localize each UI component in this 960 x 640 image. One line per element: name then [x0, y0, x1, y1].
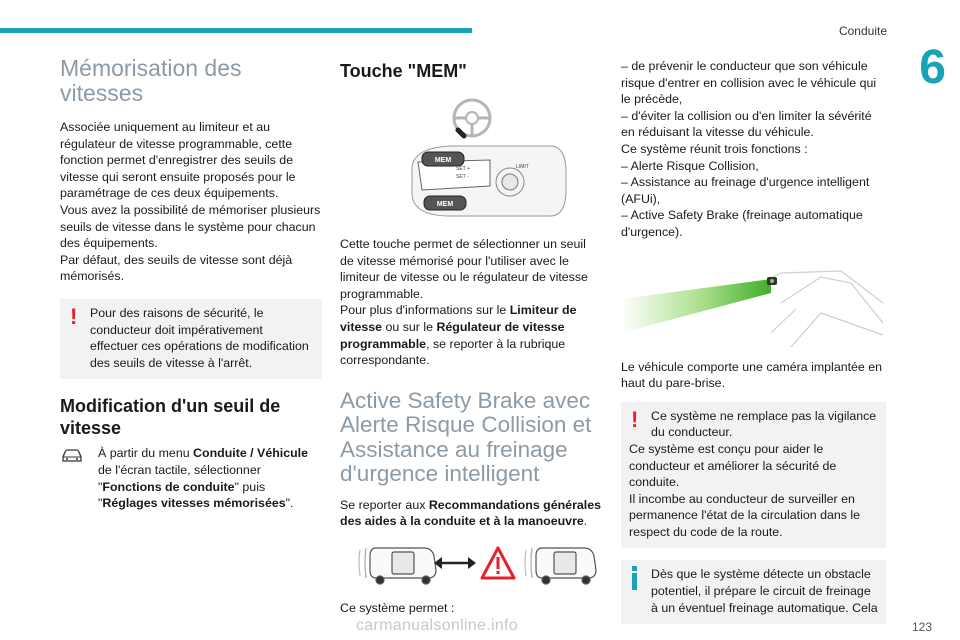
watermark: carmanualsonline.info	[356, 617, 518, 634]
column-2	[340, 54, 602, 617]
front-car-icon	[525, 548, 596, 584]
touch-text-4: ".	[285, 496, 294, 511]
vehicle-windshield-outline	[761, 271, 883, 347]
touch-menu-name: Conduite / Véhicule	[193, 446, 309, 461]
system-warning-box	[621, 402, 886, 549]
warning-icon: !	[70, 303, 78, 329]
speed-limiter-ref: Limiteur de vitesse	[340, 303, 577, 334]
mem-button-illustration	[340, 90, 602, 222]
set-plus-label: SET +	[456, 166, 470, 172]
camera-icon	[767, 277, 777, 285]
info-icon	[632, 566, 638, 590]
warning-line-2: Ce système est conçu pour aider le conducteur et améliorer la sécurité de conduite.	[629, 441, 837, 490]
mem-info-text-3: , se reporter à la rubrique correspondante.	[340, 336, 566, 368]
heading-modify-threshold: Modification d'un seuil de vitesse	[60, 396, 281, 439]
heading-speed-memorisation: Mémorisation des vitesses	[60, 55, 242, 106]
reco-text-2: .	[583, 514, 588, 529]
info-box	[621, 560, 886, 624]
intro-paragraph-2: Vous avez la possibilité de mémoriser plusieurs seuils de vitesse dans le système pour chacun des équipements.	[60, 202, 321, 251]
warning-text: Pour des raisons de sécurité, le conducteur doit impérativement effectuer ces opérations de modification des seuils de vitesse à l'arrêt.	[90, 305, 309, 370]
warning-box	[60, 299, 322, 379]
column-1	[60, 54, 322, 512]
chapter-number: 6	[919, 41, 946, 94]
speed-control-stalk	[412, 146, 566, 216]
info-text: Dès que le système détecte un obstacle potentiel, il prépare le circuit de freinage à un éventuel freinage automatique. Cela	[651, 567, 878, 615]
top-accent-bar	[0, 28, 472, 33]
set-minus-label: SET -	[456, 174, 469, 180]
touch-driving-functions: Fonctions de conduite	[102, 479, 235, 494]
camera-location-text: Le véhicule comporte une caméra implantée en haut du pare-brise.	[621, 359, 883, 391]
rear-car-icon	[359, 548, 436, 584]
function-line-5: – Assistance au freinage d'urgence intelligent (AFUi),	[621, 175, 870, 206]
collision-illustration	[340, 540, 602, 586]
section-header: Conduite	[838, 24, 887, 38]
touch-text-2: de l'écran tactile, sélectionner "	[98, 462, 261, 494]
reco-bold-ref: Recommandations générales des aides à la conduite et à la manoeuvre	[340, 497, 602, 529]
camera-detection-beam	[621, 279, 771, 333]
mem-label-top: MEM	[434, 157, 452, 164]
camera-illustration	[621, 263, 886, 347]
recommendations-ref	[340, 497, 602, 530]
mem-info-text-1: Pour plus d'informations sur le	[340, 303, 510, 318]
function-line-2: – d'éviter la collision ou d'en limiter la sévérité en réduisant la vitesse du véhicule.	[621, 108, 872, 140]
mem-description: Cette touche permet de sélectionner un seuil de vitesse mémorisé pour l'utiliser avec le limiteur de vitesse ou le régulateur de vitesse programmable.	[340, 237, 588, 301]
cruise-control-ref: Régulateur de vitesse programmable	[340, 319, 565, 351]
warning-triangle-icon	[482, 548, 514, 578]
warning-line-1: Ce système ne remplace pas la vigilance du conducteur.	[651, 408, 877, 440]
touch-speed-settings: Réglages vitesses mémorisées	[102, 496, 286, 511]
collision-arrow-icon	[434, 557, 476, 569]
heading-mem-button: Touche "MEM"	[340, 61, 467, 81]
mem-more-info	[340, 302, 602, 368]
touchscreen-instruction	[60, 445, 322, 511]
column-3	[621, 58, 886, 624]
function-line-3: Ce système réunit trois fonctions :	[621, 141, 808, 156]
limit-label: LIMIT	[516, 164, 529, 170]
mem-info-text-2: ou sur le	[382, 319, 437, 334]
reco-text-1: Se reporter aux	[340, 497, 429, 512]
intro-paragraph-3: Par défaut, des seuils de vitesse sont déjà mémorisés.	[60, 252, 293, 284]
touch-text-3: " puis "	[98, 479, 266, 511]
system-allows: Ce système permet :	[340, 600, 455, 615]
warning-icon: !	[631, 406, 639, 432]
warning-line-3: Il incombe au conducteur de surveiller en permanence l'état de la circulation dans le respect du code de la route.	[629, 491, 861, 539]
function-line-1: – de prévenir le conducteur que son véhicule risque d'entrer en collision avec le véhicule qui le précède,	[621, 59, 877, 107]
touchscreen-car-icon	[60, 447, 84, 463]
page-number: 123	[911, 620, 932, 634]
mem-label-bottom: MEM	[436, 201, 454, 208]
intro-paragraph-1: Associée uniquement au limiteur et au régulateur de vitesse programmable, cette fonction permet d'enregistrer des seuils de vitesse qui seront ensuite proposés pour le paramétrage de ces deux équipements.	[60, 120, 296, 201]
touch-text-1: À partir du menu	[98, 446, 194, 461]
heading-active-safety-brake: Active Safety Brake avec Alerte Risque Collision et Assistance au freinage d'urgence intelligent	[340, 387, 592, 487]
function-line-4: – Alerte Risque Collision,	[621, 158, 759, 173]
function-line-6: – Active Safety Brake (freinage automatique d'urgence).	[621, 208, 863, 239]
steering-wheel-icon	[454, 100, 490, 136]
